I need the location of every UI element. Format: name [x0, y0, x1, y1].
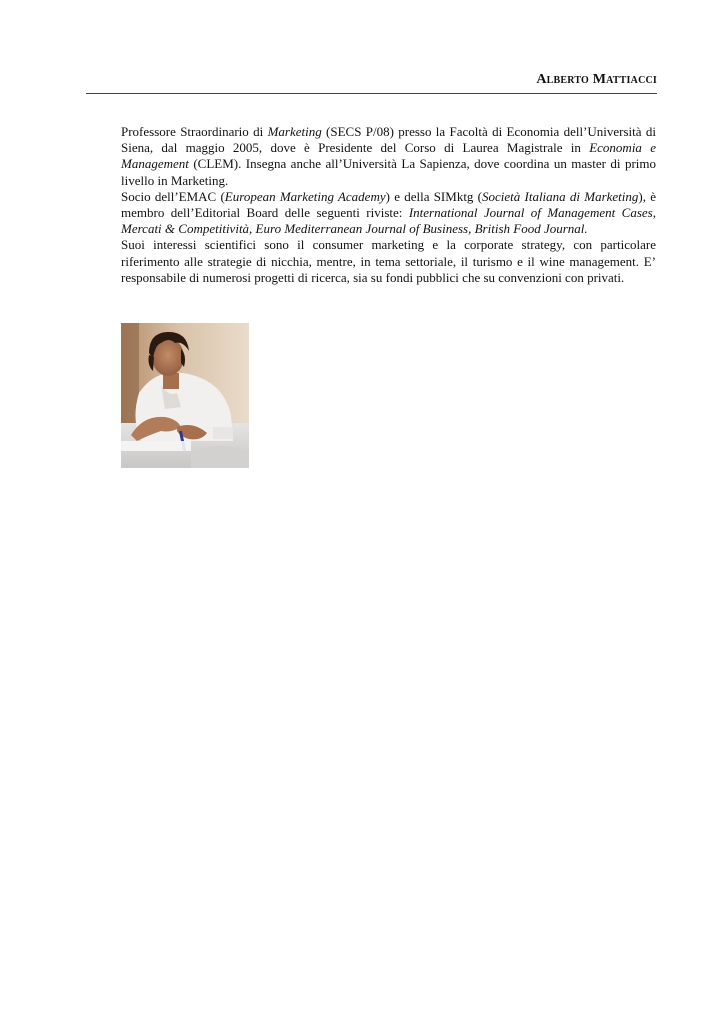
italic-text: Economia e Management: [121, 140, 657, 172]
text-run: (SECS P/08) presso la Facoltà di Economia dell’Università di Siena, dal maggio 2005, dove è Presidente del Corso di Laurea Magistrale in: [121, 124, 656, 156]
bio-paragraph-3: [121, 237, 656, 286]
italic-text: Marketing: [267, 124, 322, 139]
page-header-name: Alberto Mattiacci: [536, 72, 657, 87]
text-run: Socio dell’EMAC (: [121, 188, 225, 204]
bio-paragraph-1: [121, 124, 656, 189]
text-run: Suoi interessi scientifici sono il consumer marketing e la corporate strategy, con particolare riferimento alle strategie di nicchia, mentre, in tema settoriale, il turismo e il wine management. E’ responsabile di numerosi progetti di ricerca, sia su fondi pubblici che su convenzioni con privati.: [121, 237, 656, 285]
text-run: ), è membro dell’Editorial Board delle seguenti riviste:: [121, 188, 656, 221]
text-run: Professore Straordinario di: [121, 124, 268, 139]
biography-text: [121, 124, 656, 286]
portrait-photo: [121, 323, 249, 468]
italic-text: Società Italiana di Marketing: [482, 188, 639, 204]
text-run: ) e della SIMktg (: [385, 188, 482, 204]
header-rule: [86, 93, 657, 94]
italic-text: European Marketing Academy: [224, 188, 386, 204]
text-run: (CLEM). Insegna anche all’Università La Sapienza, dove coordina un master di primo livello in Marketing.: [121, 156, 656, 188]
bio-paragraph-2: [121, 189, 656, 238]
italic-text: International Journal of Management Cases, Mercati & Competitività, Euro Mediterranean Journal of Business, British Food Journal.: [121, 205, 656, 237]
